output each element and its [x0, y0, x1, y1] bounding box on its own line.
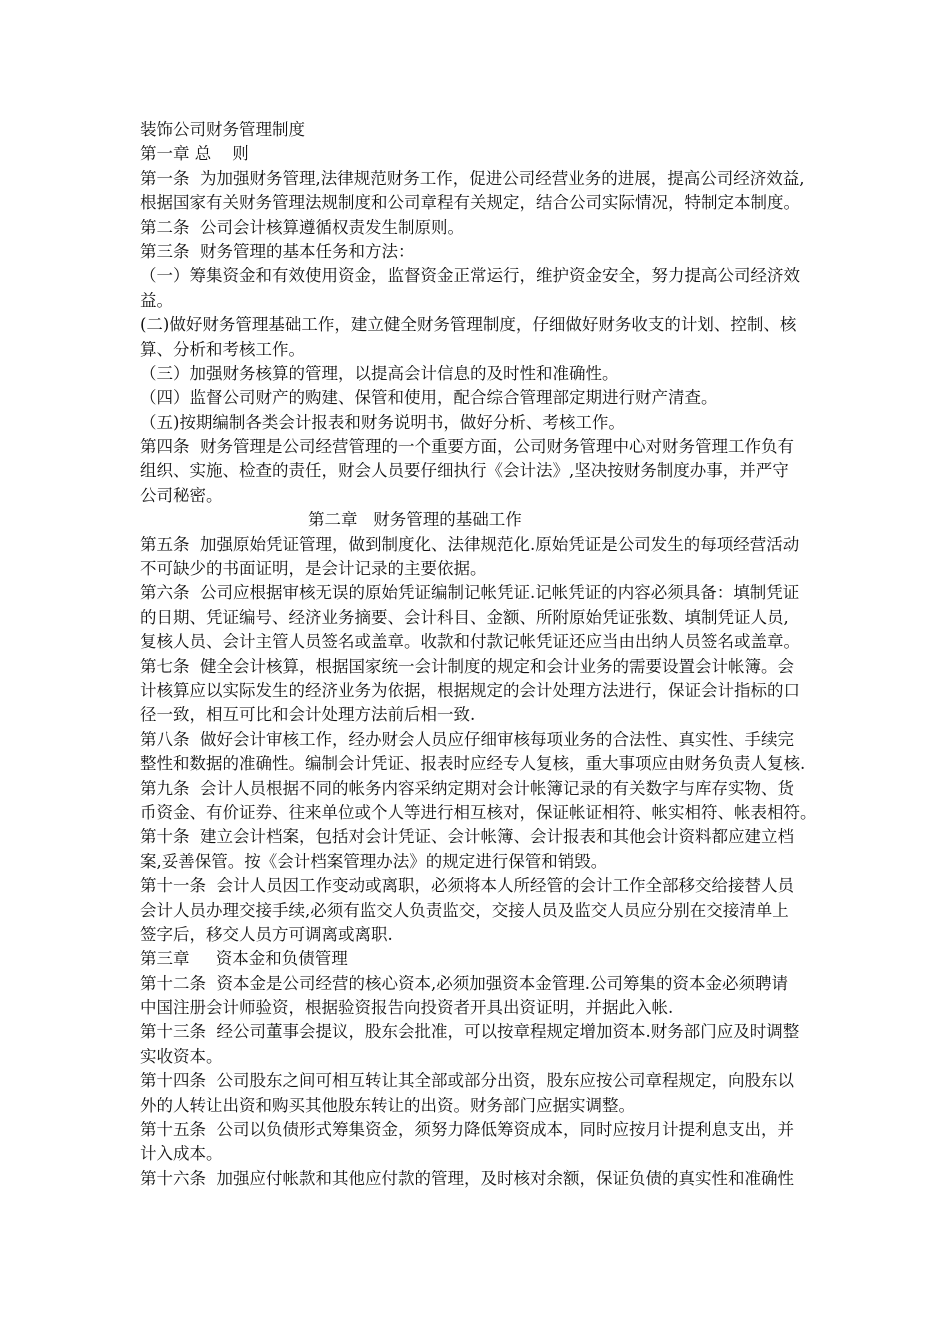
chapter-heading: 第二章 财务管理的基础工作: [308, 510, 522, 530]
document-title: 装饰公司财务管理制度: [140, 120, 305, 139]
chapter-heading: 第一章 总 则: [140, 144, 249, 164]
paragraph-line: 第十四条 公司股东之间可相互转让其全部或部分出资，股东应按公司章程规定，向股东以: [140, 1071, 794, 1091]
paragraph-line: 外的人转让出资和购买其他股东转让的出资。财务部门应据实调整。: [140, 1095, 635, 1115]
paragraph-line: 第十五条 公司以负债形式筹集资金，须努力降低筹资成本，同时应按月计提利息支出，并: [140, 1120, 794, 1140]
document-page: [140, 118, 830, 1191]
paragraph-line: 第十一条 会计人员因工作变动或离职，必须将本人所经管的会计工作全部移交给接替人员: [140, 876, 794, 896]
paragraph-line: 实收资本。: [140, 1046, 223, 1066]
paragraph-line: （三）加强财务核算的管理，以提高会计信息的及时性和准确性。: [140, 363, 619, 383]
paragraph-line: 益。: [140, 290, 173, 310]
paragraph-line: （一）筹集资金和有效使用资金，监督资金正常运行，维护资金安全，努力提高公司经济效: [140, 266, 800, 286]
paragraph-line: 计入成本。: [140, 1144, 223, 1164]
paragraph-line: 第二条 公司会计核算遵循权责发生制原则。: [140, 217, 464, 237]
paragraph-line: 不可缺少的书面证明，是会计记录的主要依据。: [140, 559, 487, 579]
paragraph-line: （五)按期编制各类会计报表和财务说明书，做好分析、考核工作。: [140, 412, 625, 432]
paragraph-line: （四）监督公司财产的购建、保管和使用，配合综合管理部定期进行财产清查。: [140, 388, 718, 408]
paragraph-line: 第九条 会计人员根据不同的帐务内容采纳定期对会计帐簿记录的有关数字与库存实物、货: [140, 778, 794, 798]
paragraph-line: 案,妥善保管。按《会计档案管理办法》的规定进行保管和销毁。: [140, 851, 608, 871]
paragraph-line: 的日期、凭证编号、经济业务摘要、会计科目、金额、所附原始凭证张数、填制凭证人员,: [140, 607, 789, 627]
paragraph-line: 第七条 健全会计核算，根据国家统一会计制度的规定和会计业务的需要设置会计帐簿。会: [140, 656, 794, 676]
paragraph-line: 算、分析和考核工作。: [140, 339, 305, 359]
paragraph-line: 会计人员办理交接手续,必须有监交人负责监交，交接人员及监交人员应分别在交接清单上: [140, 900, 789, 920]
paragraph-line: 组织、实施、检查的责任，财会人员要仔细执行《会计法》,坚决按财务制度办事，并严守: [140, 461, 789, 481]
paragraph-line: 第十条 建立会计档案，包括对会计凭证、会计帐簿、会计报表和其他会计资料都应建立档: [140, 827, 794, 847]
paragraph-line: 第十三条 经公司董事会提议，股东会批准，可以按章程规定增加资本.财务部门应及时调整: [140, 1022, 800, 1042]
paragraph-line: 币资金、有价证券、往来单位或个人等进行相互核对，保证帐证相符、帐实相符、帐表相符。: [140, 802, 817, 822]
chapter-heading: 第三章 资本金和负债管理: [140, 949, 348, 969]
paragraph-line: 根据国家有关财务管理法规制度和公司章程有关规定，结合公司实际情况，特制定本制度。: [140, 193, 800, 213]
paragraph-line: 第八条 做好会计审核工作，经办财会人员应仔细审核每项业务的合法性、真实性、手续完: [140, 729, 794, 749]
paragraph-line: 第六条 公司应根据审核无误的原始凭证编制记帐凭证.记帐凭证的内容必须具备：填制凭证: [140, 583, 800, 603]
paragraph-line: 签字后，移交人员方可调离或离职.: [140, 924, 393, 944]
paragraph-line: 中国注册会计师验资，根据验资报告向投资者开具出资证明，并据此入帐.: [140, 998, 674, 1018]
paragraph-line: 计核算应以实际发生的经济业务为依据，根据规定的会计处理方法进行，保证会计指标的口: [140, 680, 800, 700]
paragraph-line: (二)做好财务管理基础工作，建立健全财务管理制度，仔细做好财务收支的计划、控制、核: [140, 315, 797, 335]
paragraph-line: 第一条 为加强财务管理,法律规范财务工作，促进公司经营业务的进展，提高公司经济效益,: [140, 168, 805, 188]
paragraph-line: 第四条 财务管理是公司经营管理的一个重要方面，公司财务管理中心对财务管理工作负有: [140, 437, 794, 457]
paragraph-line: 第五条 加强原始凭证管理，做到制度化、法律规范化.原始凭证是公司发生的每项经营活动: [140, 534, 800, 554]
paragraph-line: 整性和数据的准确性。编制会计凭证、报表时应经专人复核，重大事项应由财务负责人复核.: [140, 754, 806, 774]
paragraph-line: 第三条 财务管理的基本任务和方法：: [140, 241, 415, 261]
paragraph-line: 复核人员、会计主管人员签名或盖章。收款和付款记帐凭证还应当由出纳人员签名或盖章。: [140, 632, 800, 652]
paragraph-line: 径一致，相互可比和会计处理方法前后相一致.: [140, 705, 476, 725]
paragraph-line: 第十二条 资本金是公司经营的核心资本,必须加强资本金管理.公司筹集的资本金必须聘请: [140, 973, 788, 993]
paragraph-line: 公司秘密。: [140, 485, 223, 505]
paragraph-line: 第十六条 加强应付帐款和其他应付款的管理，及时核对余额，保证负债的真实性和准确性: [140, 1168, 794, 1188]
